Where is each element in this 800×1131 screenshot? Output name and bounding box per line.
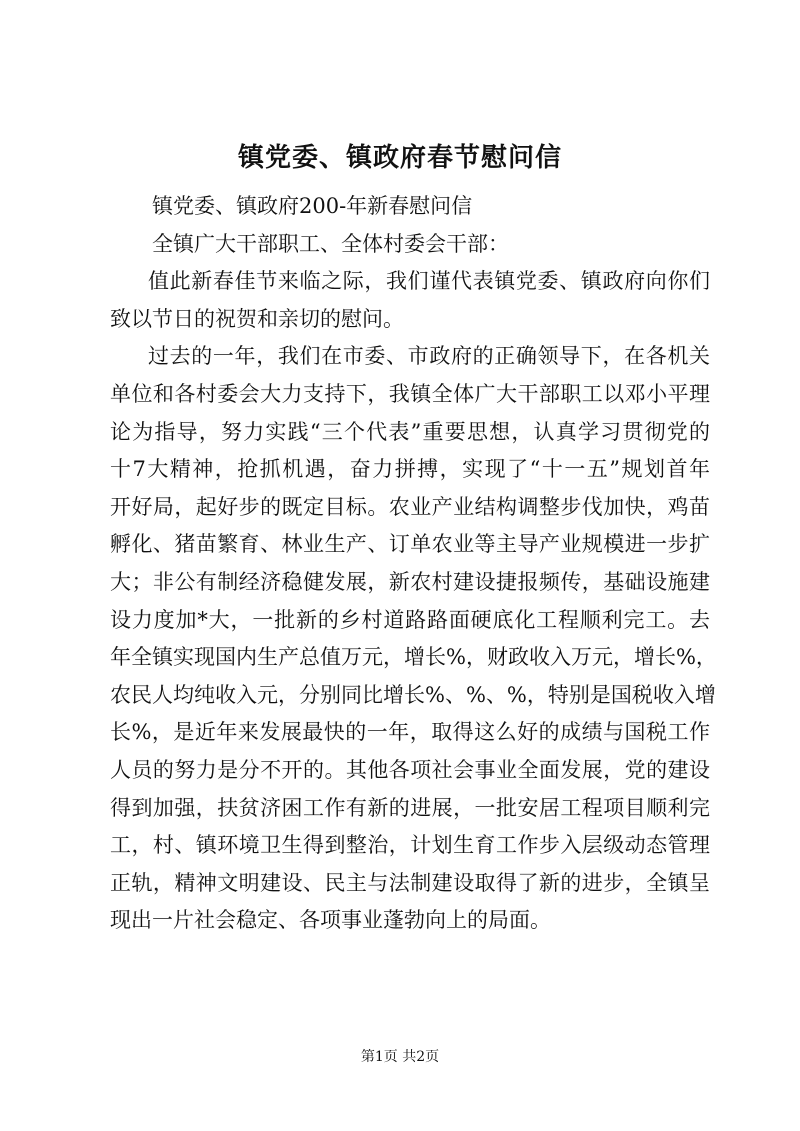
document-body — [110, 188, 717, 940]
paragraph-line: 工，村、镇环境卫生得到整治，计划生育工作步入层级动态管理 — [110, 833, 710, 858]
paragraph-line: 值此新春佳节来临之际，我们谨代表镇党委、镇政府向你们 — [148, 269, 710, 294]
paragraph-line: 单位和各村委会大力支持下，我镇全体广大干部职工以邓小平理 — [110, 381, 710, 406]
paragraph-line: 正轨，精神文明建设、民主与法制建设取得了新的进步，全镇呈 — [110, 870, 710, 895]
paragraph-line: 大；非公有制经济稳健发展，新农村建设捷报频传，基础设施建 — [110, 569, 710, 594]
paragraph-line: 长%，是近年来发展最快的一年，取得这么好的成绩与国税工作 — [110, 720, 710, 745]
paragraph-line: 年全镇实现国内生产总值万元，增长%，财政收入万元，增长%， — [110, 645, 717, 670]
paragraph-line: 致以节日的祝贺和亲切的慰问。 — [110, 306, 404, 331]
paragraph-line: 人员的努力是分不开的。其他各项社会事业全面发展，党的建设 — [110, 757, 710, 782]
salutation-line — [110, 226, 710, 264]
salutation-text: 全镇广大干部职工、全体村委会干部： — [152, 231, 509, 256]
paragraph-line: 现出一片社会稳定、各项事业蓬勃向上的局面。 — [110, 908, 551, 933]
paragraph-line: 过去的一年，我们在市委、市政府的正确领导下，在各机关 — [148, 344, 710, 369]
document-title: 镇党委、镇政府春节慰问信 — [237, 143, 562, 173]
subtitle-line — [110, 188, 710, 226]
subtitle-text: 镇党委、镇政府200-年新春慰问信 — [152, 194, 473, 218]
paragraph-line: 论为指导，努力实践“三个代表”重要思想，认真学习贯彻党的 — [110, 419, 710, 444]
paragraph-line: 十7大精神，抢抓机遇，奋力拼搏，实现了“十一五”规划首年 — [110, 457, 710, 482]
paragraph-review — [110, 338, 717, 940]
paragraph-line: 开好局，起好步的既定目标。农业产业结构调整步伐加快，鸡苗 — [110, 494, 710, 519]
paragraph-line: 设力度加*大，一批新的乡村道路路面硬底化工程顺利完工。去 — [110, 607, 710, 632]
paragraph-line: 孵化、猪苗繁育、林业生产、订单农业等主导产业规模进一步扩 — [110, 532, 710, 557]
paragraph-line: 农民人均纯收入元，分别同比增长%、%、%，特别是国税收入增 — [110, 682, 716, 707]
paragraph-greeting — [110, 263, 710, 338]
page-number: 第1页 共2页 — [360, 1049, 440, 1065]
page-footer — [0, 1047, 800, 1067]
paragraph-line: 得到加强，扶贫济困工作有新的进展，一批安居工程项目顺利完 — [110, 795, 710, 820]
